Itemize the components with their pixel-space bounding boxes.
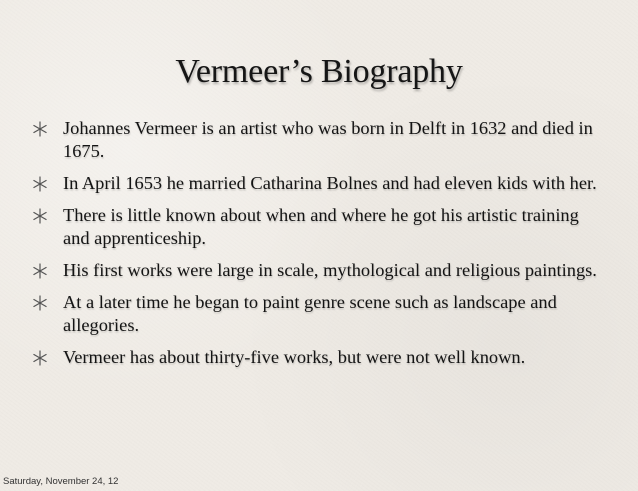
- bullet-text: At a later time he began to paint genre scene such as landscape and allegories.: [63, 292, 557, 335]
- bullet-text: His first works were large in scale, mythological and religious paintings.: [63, 260, 597, 280]
- bullet-item: [0, 346, 638, 369]
- bullet-item: [0, 291, 638, 337]
- bullet-text: Vermeer has about thirty-five works, but were not well known.: [63, 347, 526, 367]
- footer-date: Saturday, November 24, 12: [3, 476, 119, 487]
- asterisk-bullet-icon: [32, 176, 48, 192]
- bullet-text: There is little known about when and where he got his artistic training and apprenticeship.: [63, 205, 579, 248]
- bullet-text: Johannes Vermeer is an artist who was born in Delft in 1632 and died in 1675.: [63, 118, 593, 161]
- asterisk-bullet-icon: [32, 263, 48, 279]
- bullet-item: [0, 204, 638, 250]
- bullet-list: [0, 117, 638, 378]
- asterisk-bullet-icon: [32, 295, 48, 311]
- bullet-text: In April 1653 he married Catharina Bolnes and had eleven kids with her.: [63, 173, 597, 193]
- slide-title: Vermeer’s Biography: [175, 53, 463, 90]
- bullet-item: [0, 117, 638, 163]
- asterisk-bullet-icon: [32, 350, 48, 366]
- asterisk-bullet-icon: [32, 121, 48, 137]
- bullet-item: [0, 259, 638, 282]
- asterisk-bullet-icon: [32, 208, 48, 224]
- bullet-item: [0, 172, 638, 195]
